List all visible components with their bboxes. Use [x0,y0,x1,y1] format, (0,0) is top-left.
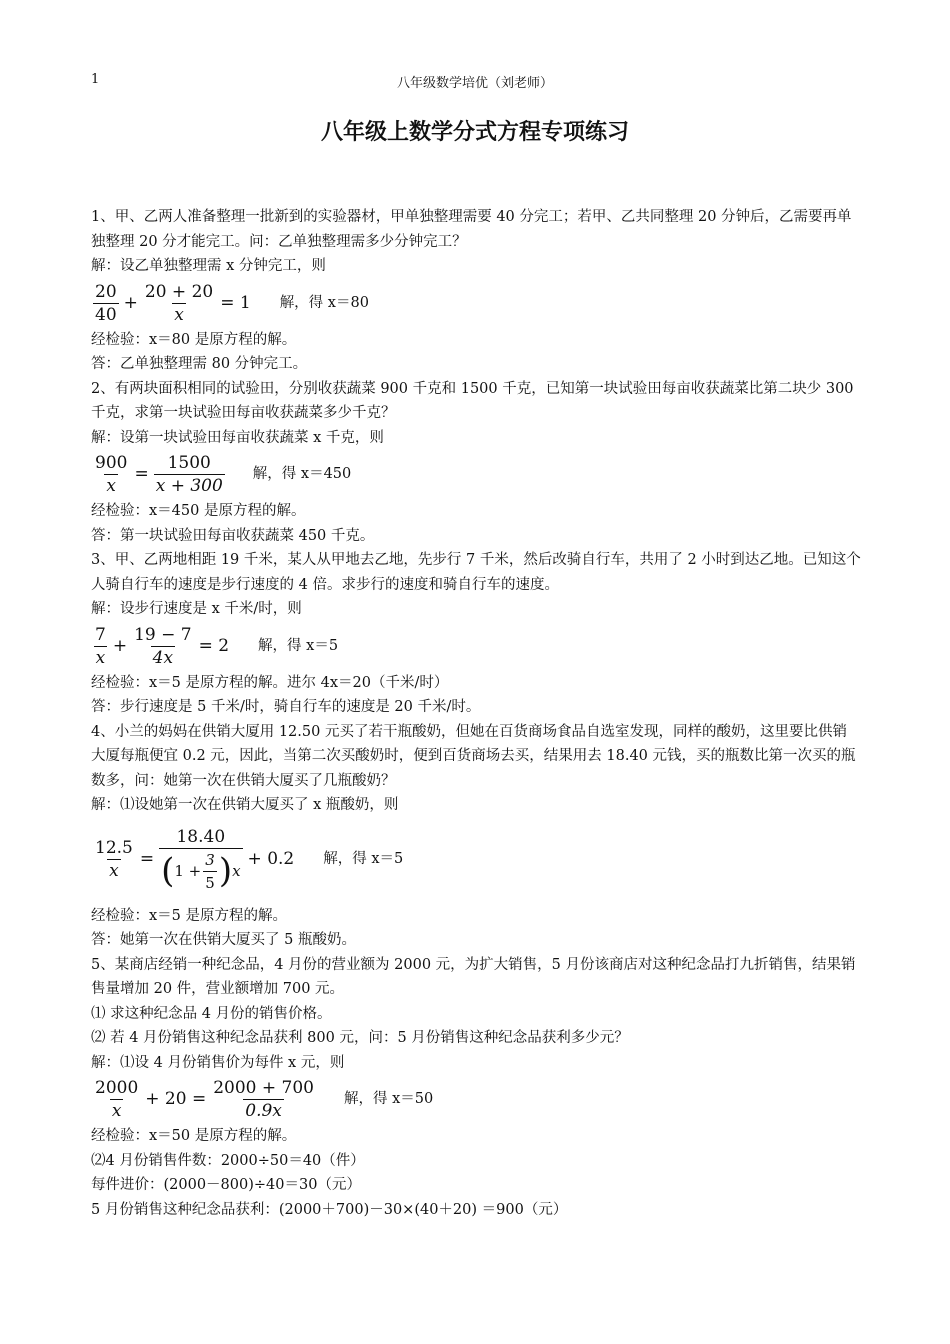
left-paren: ( [161,851,175,891]
problem-3-solution-intro: 解：设步行速度是 x 千米/时，则 [91,601,302,617]
problem-1-check: 经检验：x＝80 是原方程的解。 [91,331,297,348]
problem-1-solution-intro: 解：设乙单独整理需 x 分钟完工，则 [91,258,326,274]
problem-5-sub-1: ⑴ 求这种纪念品 4 月份的销售价格。 [91,1005,332,1022]
problem-4-equation: $\frac{12.5}{x}$ = 18.40 ( 1 + $\frac{3}{5}$ ) x + 0.2 解，得 x＝5 [95,826,404,892]
problem-1-equation: $\frac{20}{40}$ + $\frac{20 + 20}{x}$ = 1 解，得 x＝80 [95,281,369,325]
problem-2-check: 经检验：x＝450 是原方程的解。 [91,503,306,519]
problem-5-step-1: ⑵4 月份销售件数：2000÷50＝40（件） [91,1152,365,1169]
problem-2-question: 2、有两块面积相同的试验田，分别收获蔬菜 900 千克和 1500 千克，已知第一块试验田每亩收获蔬菜比第二块少 300 千克，求第一块试验田每亩收获蔬菜多少千克？ [91,380,854,421]
fraction: $\frac{1500}{x + 300}$ [155,453,223,496]
problem-2-solution-intro: 解：设第一块试验田每亩收获蔬菜 x 千克，则 [91,429,384,446]
problem-1-question: 1、甲、乙两人准备整理一批新到的实验器材，甲单独整理需要 40 分完工；若甲、乙共同整理 20 分钟后，乙需要再单独整理 20 分才能完工。问：乙单独整理需多少分钟完工？ [91,209,852,250]
problem-2-final: 答：第一块试验田每亩收获蔬菜 450 千克。 [91,527,375,544]
fraction: $\frac{20}{40}$ [95,281,117,325]
fraction: $\frac{19 - 7}{4x}$ [134,624,192,668]
document-title: 八年级上数学分式方程专项练习 [320,120,629,145]
problem-5-question: 5、某商店经销一种纪念品，4 月份的营业额为 2000 元，为扩大销售，5 月份该商店对这种纪念品打九折销售，结果销售量增加 20 件，营业额增加 700 元。 [91,956,856,997]
page-number: 1 [91,72,100,87]
problem-5-sub-2: ⑵ 若 4 月份销售这种纪念品获利 800 元，问：5 月份销售这种纪念品获利多少元？ [91,1030,629,1046]
problem-1-answer-note: 解，得 x＝80 [279,294,369,311]
fraction: $\frac{20 + 20}{x}$ [144,281,214,325]
fraction: $\frac{3}{5}$ [205,850,215,892]
problem-1-final: 答：乙单独整理需 80 分钟完工。 [91,356,308,372]
problem-4-check: 经检验：x＝5 是原方程的解。 [91,907,288,924]
problem-5-answer-note: 解，得 x＝50 [343,1091,434,1108]
problem-4-final: 答：她第一次在供销大厦买了 5 瓶酸奶。 [91,932,356,948]
right-paren: ) [218,851,233,891]
fraction: $\frac{900}{x}$ [95,453,128,496]
fraction: $\frac{2000}{x}$ [95,1078,139,1121]
problem-4-solution-intro: 解：⑴设她第一次在供销大厦买了 x 瓶酸奶，则 [91,797,399,813]
problem-3-final: 答：步行速度是 5 千米/时，骑自行车的速度是 20 千米/时。 [91,699,481,715]
problem-5-check: 经检验：x＝50 是原方程的解。 [91,1128,297,1144]
problem-4-answer-note: 解，得 x＝5 [323,851,404,868]
problem-3-answer-note: 解，得 x＝5 [258,637,339,654]
running-header: 八年级数学培优（刘老师） [396,76,553,91]
problem-2-answer-note: 解，得 x＝450 [252,466,352,483]
problem-5-step-2: 每件进价：(2000－800)÷40＝30（元） [91,1177,361,1193]
document-body [91,205,861,1222]
fraction: 18.40 ( 1 + $\frac{3}{5}$ ) x [161,826,241,892]
fraction: $\frac{2000 + 700}{0.9x}$ [213,1078,314,1121]
fraction: $\frac{7}{x}$ [95,624,106,668]
problem-3-question: 3、甲、乙两地相距 19 千米，某人从甲地去乙地，先步行 7 千米，然后改骑自行车，共用了 2 小时到达乙地。已知这个人骑自行车的速度是步行速度的 4 倍。求步行的速度和骑自行车的速度。 [91,552,861,593]
problem-5-equation: $\frac{2000}{x}$ + 20 = $\frac{2000 + 700}{0.9x}$ 解，得 x＝50 [95,1078,434,1121]
problem-5-solution-intro: 解：⑴设 4 月份销售价为每件 x 元，则 [91,1054,345,1071]
problem-3-check: 经检验：x＝5 是原方程的解。进尔 4x＝20（千米/时） [91,674,449,691]
problem-5-step-3: 5 月份销售这种纪念品获利：(2000＋700)－30×(40＋20) ＝900（元） [91,1201,568,1218]
fraction: $\frac{12.5}{x}$ [95,838,133,881]
problem-3-equation: $\frac{7}{x}$ + $\frac{19 - 7}{4x}$ = 2 解，得 x＝5 [95,624,339,668]
problem-4-question: 4、小兰的妈妈在供销大厦用 12.50 元买了若干瓶酸奶，但她在百货商场食品自选室发现，同样的酸奶，这里要比供销大厦每瓶便宜 0.2 元，因此，当第二次买酸奶时，便到百货商场去买，结果用去 18.40 元钱，买的瓶数比第一次买的瓶数多，问：她第一次在供销大厦买了几瓶酸奶？ [91,723,856,789]
problem-2-equation: $\frac{900}{x}$ = $\frac{1500}{x + 300}$ 解，得 x＝450 [95,453,352,496]
